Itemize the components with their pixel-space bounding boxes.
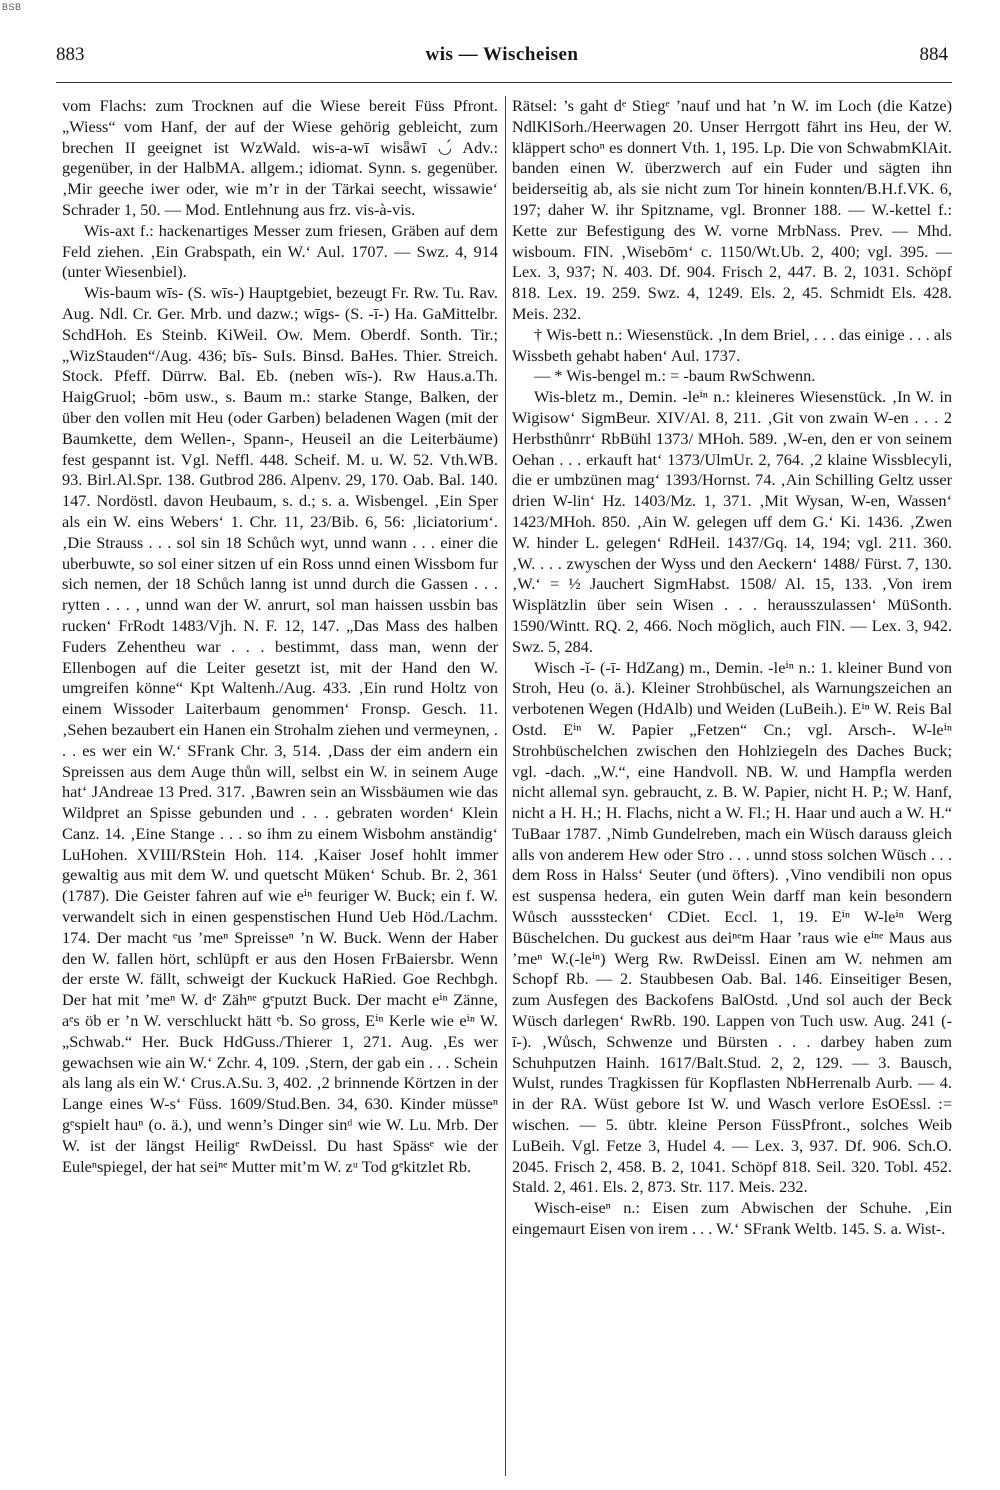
entry-paragraph: Wis-bletz m., Demin. -leⁱⁿ n.: kleineres Wiesenstück. ‚In W. in Wigisow‘ SigmBeur. XIV/Al. 8, 211. ‚Git von zwain W-en . . . 2 Herbsthůnrr‘ RbBühl 1373/ MHoh. 589. ‚W-en, den er von seinem Oehan . . . erkauft hat‘ 1373/UlmUr. 2, 764. ‚2 klaine Wissblecyli, die er umbzünen mag‘ 1393/Hornst. 74. ‚Ain Schilling Geltz usser drien W-lin‘ Hz. 1403/Mz. 1, 371. ‚Mit Wysan, W-en, Wassen‘ 1423/MHoh. 850. ‚Ain W. gelegen uff dem G.‘ Ki. 1436. ‚Zwen W. hinder L. gelegen‘ RdHeil. 1437/Gq. 14, 194; vgl. 211. 360. ‚W. . . . zwyschen der Wyss und den Aeckern‘ 1488/ Fürst. 7, 130. ‚W.‘ = ½ Jauchert SigmHabst. 1508/ Al. 15, 133. ‚Von irem Wisplätzlin über sein Wisen . . . herausszulassen‘ MüSonth. 1590/Wintt. RQ. 2, 466. Noch möglich, auch FlN. — Lex. 3, 942. Swz. 5, 284. (512, 387, 952, 656)
page-number-left: 883 (56, 44, 85, 65)
entry-paragraph: † Wis-bett n.: Wiesenstück. ‚In dem Briel, . . . das einige . . . als Wissbeth gehabt haben‘ Aul. 1737. (512, 324, 952, 365)
entry-paragraph: — * Wis-bengel m.: = -baum RwSchwenn. (534, 366, 816, 386)
library-stamp: BSB (2, 2, 22, 12)
entry-paragraph: Rätsel: ’s gaht dᵉ Stiegᵉ ’nauf und hat ’n W. im Loch (die Katze) NdlKlSorh./Heerwagen 20. Unser Herrgott fährt ins Heu, der W. kläppert schoⁿ es donnert Vth. 1, 195. Lp. Die von SchwabmKlAit. banden einen W. überzwerch auf ein Fuder und sägten ihn beiderseitig ab, als sie nicht zum Tor hinein konnten/B.H.f.VK. 6, 197; daher W. ihr Spitzname, vgl. Bronner 188. — W.-kettel f.: Kette zur Befestigung des W. vorne MrbNass. Prev. — Mhd. wisboum. FIN. ‚Wisebōm‘ c. 1150/Wt.Ub. 2, 400; vgl. 395. — Lex. 3, 937; N. 403. Df. 904. Frisch 2, 447. B. 2, 1031. Schöpf 818. Lex. 19. 259. Swz. 4, 1249. Els. 2, 45. Schmidt Els. 428. Meis. 232. (512, 96, 952, 323)
entry-paragraph: vom Flachs: zum Trocknen auf die Wiese bereit Füss Pfront. „Wiess“ vom Hanf, der auf der Wiese gehörig gebleicht, zum brechen II geeignet ist WzWald. wis-a-wī wisǟwī ◡́ Adv.: gegenüber, in der HalbMA. allgem.; idiomat. Synn. s. gegenüber. ‚Mir geeche iwer oder, wie m’r in der Tärkai seecht, wissawie‘ Schrader 1, 50. — Mod. Entlehnung aus frz. vis-à-vis. (62, 96, 498, 219)
page-header (56, 44, 948, 72)
page-title: wis — Wischeisen (425, 44, 579, 65)
left-column (62, 96, 498, 1476)
entry-paragraph: Wisch -ĭ- (-ī- HdZang) m., Demin. -leⁱⁿ n.: 1. kleiner Bund von Stroh, Heu (o. ä.). Kleiner Strohbüschel, als Warnungszeichen an verbotenen Wegen (HdAlb) und Weiden (LuBeih.). Eⁱⁿ W. Reis Bal Ostd. Eⁱⁿ W. Papier „Fetzen“ Cn.; vgl. Arsch-. W-leⁱⁿ Strohbüschelchen zwischen den Hohlziegeln des Daches Buck; vgl. -dach. „W.“, eine Handvoll. NB. W. und Hampfla werden nicht allemal syn. gebraucht, z. B. W. Papier, nicht H. P.; W. Hanf, nicht a H. H.; H. Flachs, nicht a W. Fl.; H. Haar und auch a W. H.“ TuBaar 1787. ‚Nimb Gundelreben, mach ein Wüsch darauss gleich alls von anderem Hew oder Stro . . . unnd stoss solchen Wüsch . . . dem Ross in Halss‘ Seuter (und öfters). ‚Vino vendibili non opus est suspensa hedera, ein guten Wein darff man kein besondern Wůsch aussstecken‘ CDiet. Eccl. 1, 19. Eⁱⁿ W-leⁱⁿ Werg Büschelchen. Du guckest aus deiⁿᵉm Haar ’raus wie eⁱⁿᵉ Maus aus ’meⁿ W.(-leⁱⁿ) Werg Rw. RwDeissl. Einen am W. nehmen am Schopf Rb. — 2. Staubbesen Oab. Bal. 146. Einseitiger Besen, zum Ausfegen des Backofens BalOstd. ‚Und sol auch der Beck Wüsch darlegen‘ RwRb. 190. Lappen von Tuch usw. Aug. 241 (-ī-). ‚Wůsch, Schwenze und Bürsten . . . darbey haben zum Schuhputzen Hainh. 1617/Balt.Stud. 2, 2, 129. — 3. Bausch, Wulst, rundes Tragkissen für Kopflasten NbHerrenalb Aurb. — 4. in der RA. Wüst gebore Ist W. und Wasch verlore EsOEssl. := wischen. — 5. übtr. kleine Person FüssPfront., solches Weib LuBeih. Vgl. Fetze 3, Hudel 4. — Lex. 3, 937. Df. 906. Sch.O. 2045. Frisch 2, 458. B. 2, 1041. Schöpf 818. Seil. 320. Tobl. 452. Stald. 2, 461. Els. 2, 873. Str. 117. Meis. 232. (512, 657, 952, 1197)
column-divider (505, 96, 506, 1476)
header-rule (56, 82, 952, 83)
entry-paragraph: Wisch-eiseⁿ n.: Eisen zum Abwischen der Schuhe. ‚Ein eingemaurt Eisen von irem . . . W.‘ SFrank Weltb. 145. S. a. Wist-. (512, 1198, 952, 1239)
page-number-right: 884 (919, 44, 948, 65)
entry-paragraph: Wis-baum wīs- (S. wīs-) Hauptgebiet, bezeugt Fr. Rw. Tu. Rav. Aug. Ndl. Cr. Ger. Mrb. und dazw.; wīgs- (S. -ī-) Ha. GaMittelbr. SchdHoh. Es Steinb. KiWeil. Ow. Mem. Oberdf. Sonth. Tir.; „WizStauden“/Aug. 436; bīs- SuIs. Binsd. BaHes. Thier. Streich. Stock. Pfeff. Dürrw. Bal. Eb. (neben wīs-). Rw Haus.a.Th. HaigGruol; -bōm usw., s. Baum m.: starke Stange, Balken, der über den vollen mit Heu (oder Garben) beladenen Wagen (mit der Baumkette, dem Wellen-, Spann-, Heuseil an die Leiterbäume) fest gespannt ist. Vgl. Neffl. 448. Scheif. M. u. W. 52. Vth.WB. 93. Birl.Al.Spr. 138. Gutbrod 286. Alpenv. 29, 170. Oab. Bal. 140. 147. Nordöstl. davon Heubaum, s. d.; s. a. Wisbengel. ‚Ein Sper als ein W. eins Webers‘ 1. Chr. 11, 23/Bib. 6, 56: ‚liciatorium‘. ‚Die Strauss . . . sol sin 18 Schůch wyt, unnd wann . . . einer die uberbuwte, so sol einer sitzen uf ein Ross unnd einen Wissbom fur sich nemen, der 18 Schůch lanng ist unnd durch die Gassen . . . rytten . . . , unnd wan der W. anrurt, sol man haissen ussbin bas rucken‘ FrRodt 1483/Vjh. N. F. 12, 147. „Das Mass des halben Fuders Zehentheu war . . . bestimmt, dass man, wenn der Ellenbogen auf die Leiter gesetzt ist, mit der Hand den W. umgreifen könne“ Kpt Waltenh./Aug. 433. ‚Ein rund Holtz von einem Wissoder Laiterbaum genommen‘ Fronsp. Gesch. 11. ‚Sehen bezaubert ein Hanen ein Strohalm ziehen und vermeynen, . . . es wer ein W.‘ SFrank Chr. 3, 514. ‚Dass der eim andern ein Spreissen aus dem Auge thůn will, selbst ein W. in seinem Auge hat‘ JAndreae 13 Pred. 317. ‚Bawren sein an Wissbäumen wie das Wildpret an Spisse gebunden und . . . gebraten worden‘ Klein Canz. 14. ‚Eine Stange . . . so ihm zu einem Wisbohm anständig‘ LuHohen. XVIII/RStein Hoh. 114. ‚Kaiser Josef hohlt immer gewaltig aus mit dem W. und quetscht Müken‘ Schub. Br. 2, 361 (1787). Die Geister fahren auf wie eⁱⁿ feuriger W. Buck; ein f. W. verwandelt sich in einen gespenstischen Hund Ueb Höd./Lachm. 174. Der macht ᵉus ’meⁿ Spreisseⁿ ’n W. Buck. Wenn der Haber den W. fallen hört, schlüpft er aus den Hosen FrBaiersbr. Wenn der erste W. fällt, schweigt der Kuckuck HaRied. Goe Rechbgh. Der hat mit ’meⁿ W. dᵉ Zähⁿᵉ gᵉputzt Buck. Der macht eⁱⁿ Zänne, aᵉs öb er ’n W. verschluckt hätt ᵉb. So gross, Eⁱⁿ Kerle wie eⁱⁿ W. „Schwab.“ Her. Buck HdGuss./Thierer 1, 271. Aug. ‚Es wer gewachsen wie ain W.‘ Zchr. 4, 109. ‚Stern, der gab ein . . . Schein als lang als ein W.‘ Crus.A.Su. 3, 402. ‚2 brinnende Körtzen in der Lange eines W-s‘ Füss. 1609/Stud.Ben. 34, 630. Kinder müsseⁿ gᵉspielt hauⁿ (o. ä.), und wenn’s Dinger sinᵈ wie W. Lu. Mrb. Der W. ist der längst Heiligᵉ RwDeissl. Du hast Spässᵉ wie der Euleⁿspiegel, der hat seiⁿᵉ Mutter mit’m W. zᵘ Tod gᵉkitzlet Rb. (62, 283, 498, 1176)
entry-paragraph: Wis-axt f.: hackenartiges Messer zum friesen, Gräben auf dem Feld ziehen. ‚Ein Grabspath, ein W.‘ Aul. 1707. — Swz. 4, 914 (unter Wiesenbiel). (62, 220, 498, 282)
right-column (512, 96, 952, 1476)
